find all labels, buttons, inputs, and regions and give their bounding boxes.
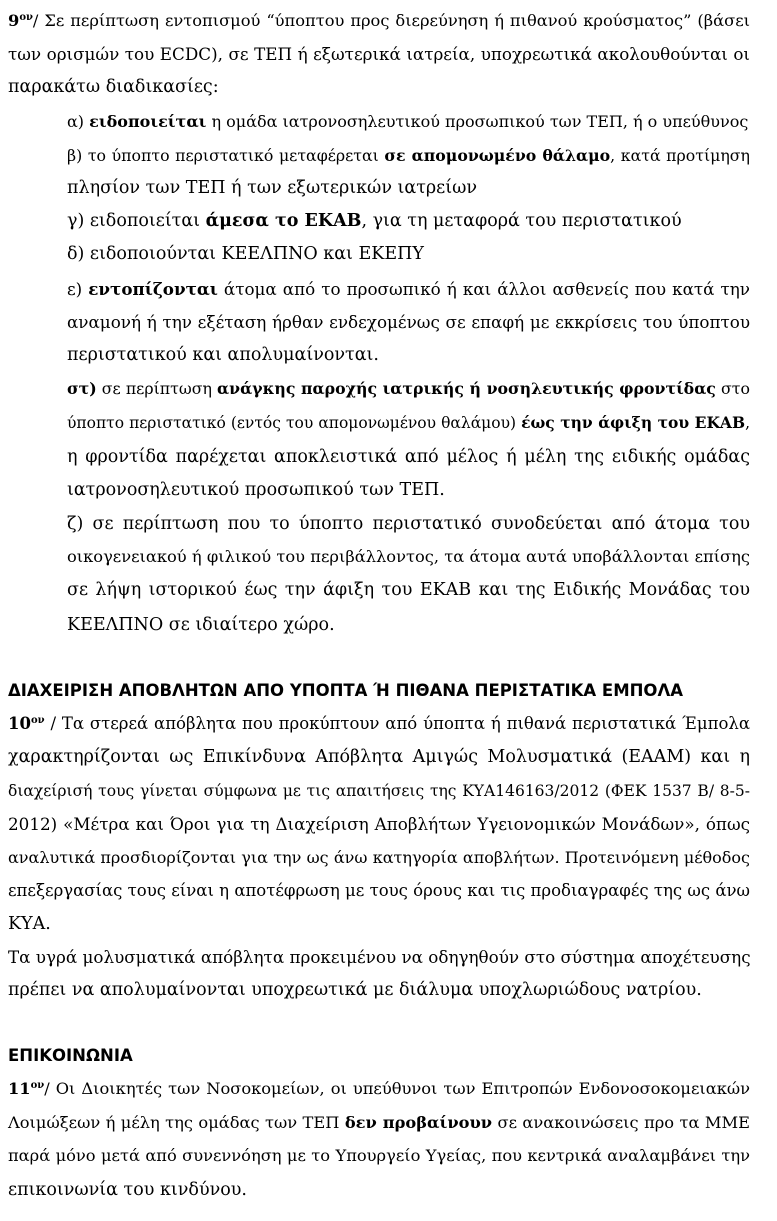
list-item-st-line-2: ύποπτο περιστατικό (εντός του απομονωμένου θαλάμου) έως την άφιξη του ΕΚΑΒ, (67, 413, 750, 432)
item-number-9: $9^{o\nu}$ (8, 11, 33, 30)
paragraph-10-line-2: χαρακτηρίζονται ως Επικίνδυνα Απόβλητα Αμιγώς Μολυσματικά (ΕΑΑΜ) και η (8, 747, 750, 767)
paragraph-11-line-2: Λοιμώξεων ή μέλη της ομάδας των ΤΕΠ δεν προβαίνουν σε ανακοινώσεις προ τα ΜΜΕ (8, 1113, 750, 1132)
paragraph-11-line-3: παρά μόνο μετά από συνεννόηση με το Υπουργείο Υγείας, που κεντρικά αναλαμβάνει την (8, 1146, 750, 1165)
list-item-b-line-1: β) το ύποπτο περιστατικό μεταφέρεται σε απομονωμένο θάλαμο, κατά προτίμηση (67, 146, 750, 165)
paragraph-10-line-4: 2012) «Μέτρα και Όροι για τη Διαχείριση Αποβλήτων Υγειονομικών Μονάδων», όπως (8, 814, 750, 834)
list-item-d: δ) ειδοποιούνται ΚΕΕΛΠΝΟ και ΕΚΕΠΥ (67, 244, 424, 264)
paragraph-10-line-1: $10^{o\nu}$ / Τα στερεά απόβλητα που προκύπτουν από ύποπτα ή πιθανά περιστατικά Έμπολα (8, 714, 750, 733)
paragraph-9-line-3: παρακάτω διαδικασίες: (8, 77, 219, 97)
paragraph-10-line-7: ΚΥΑ. (8, 914, 51, 934)
list-item-st-line-4: ιατρονοσηλευτικού προσωπικού των ΤΕΠ. (67, 480, 445, 500)
liquid-waste-line-2: πρέπει να απολυμαίνονται υποχρεωτικά με διάλυμα υποχλωριώδους νατρίου. (8, 980, 702, 1000)
list-item-st-line-1: στ) σε περίπτωση ανάγκης παροχής ιατρικής ή νοσηλευτικής φροντίδας στο (67, 379, 750, 398)
liquid-waste-line-1: Τα υγρά μολυσματικά απόβλητα προκειμένου να οδηγηθούν στο σύστημα αποχέτευσης (8, 947, 751, 967)
list-item-z-line-4: ΚΕΕΛΠΝΟ σε ιδιαίτερο χώρο. (67, 615, 335, 635)
list-item-z-line-1: ζ) σε περίπτωση που το ύποπτο περιστατικό συνοδεύεται από άτομα του (67, 514, 750, 534)
paragraph-11-line-4: επικοινωνία του κινδύνου. (8, 1180, 247, 1200)
list-item-c: γ) ειδοποιείται άμεσα το ΕΚΑΒ, για τη μεταφορά του περιστατικού (67, 211, 682, 231)
list-item-e-line-1: ε) εντοπίζονται άτομα από το προσωπικό ή και άλλοι ασθενείς που κατά την (67, 279, 750, 299)
list-item-st-line-3: η φροντίδα παρέχεται αποκλειστικά από μέλος ή μέλη της ειδικής ομάδας (67, 447, 750, 467)
section-heading-waste: ΔΙΑΧΕΙΡΙΣΗ ΑΠΟΒΛΗΤΩΝ ΑΠΟ ΥΠΟΠΤΑ Ή ΠΙΘΑΝΑ ΠΕΡΙΣΤΑΤΙΚΑ ΕΜΠΟΛΑ (8, 681, 684, 700)
paragraph-10-line-3: διαχείρισή τους γίνεται σύμφωνα με τις απαιτήσεις της ΚΥΑ146163/2012 (ΦΕΚ 1537 Β/ 8-5- (8, 782, 750, 800)
list-item-e-line-2: αναμονή ή την εξέταση ήρθαν ενδεχομένως σε επαφή με εκκρίσεις του ύποπτου (67, 312, 750, 332)
paragraph-10-line-5: αναλυτικά προσδιορίζονται για την ως άνω κατηγορία αποβλήτων. Προτεινόμενη μέθοδος (8, 848, 750, 867)
item-number-11: $11^{o\nu}$ (8, 1079, 45, 1098)
list-item-e-line-3: περιστατικού και απολυμαίνονται. (67, 345, 379, 365)
paragraph-9-line-1: $9^{o\nu}/$ Σε περίπτωση εντοπισμού “ύποπτου προς διερεύνηση ή πιθανού κρούσματος” (βάσει (8, 11, 750, 30)
list-item-a: α) ειδοποιείται η ομάδα ιατρονοσηλευτικού προσωπικού των ΤΕΠ, ή ο υπεύθυνος (67, 112, 749, 131)
item-number-10: $10^{o\nu}$ (8, 714, 45, 733)
paragraph-11-line-1: $11^{o\nu}/$ Οι Διοικητές των Νοσοκομείων, οι υπεύθυνοι των Επιτροπών Ενδονοσοκομειακών (8, 1079, 750, 1098)
list-item-b-line-2: πλησίον των ΤΕΠ ή των εξωτερικών ιατρείων (67, 178, 478, 198)
section-heading-communication: ΕΠΙΚΟΙΝΩΝΙΑ (8, 1046, 133, 1065)
paragraph-9-line-2: των ορισμών του ECDC), σε ΤΕΠ ή εξωτερικά ιατρεία, υποχρεωτικά ακολουθούνται οι (8, 44, 750, 64)
list-item-z-line-3: σε λήψη ιστορικού έως την άφιξη του ΕΚΑΒ και της Ειδικής Μονάδας του (67, 580, 750, 600)
list-item-z-line-2: οικογενειακού ή φιλικού του περιβάλλοντος, τα άτομα αυτά υποβάλλονται επίσης (67, 547, 750, 566)
paragraph-10-line-6: επεξεργασίας τους είναι η αποτέφρωση με τους όρους και τις προδιαγραφές της ως άνω (8, 881, 750, 900)
